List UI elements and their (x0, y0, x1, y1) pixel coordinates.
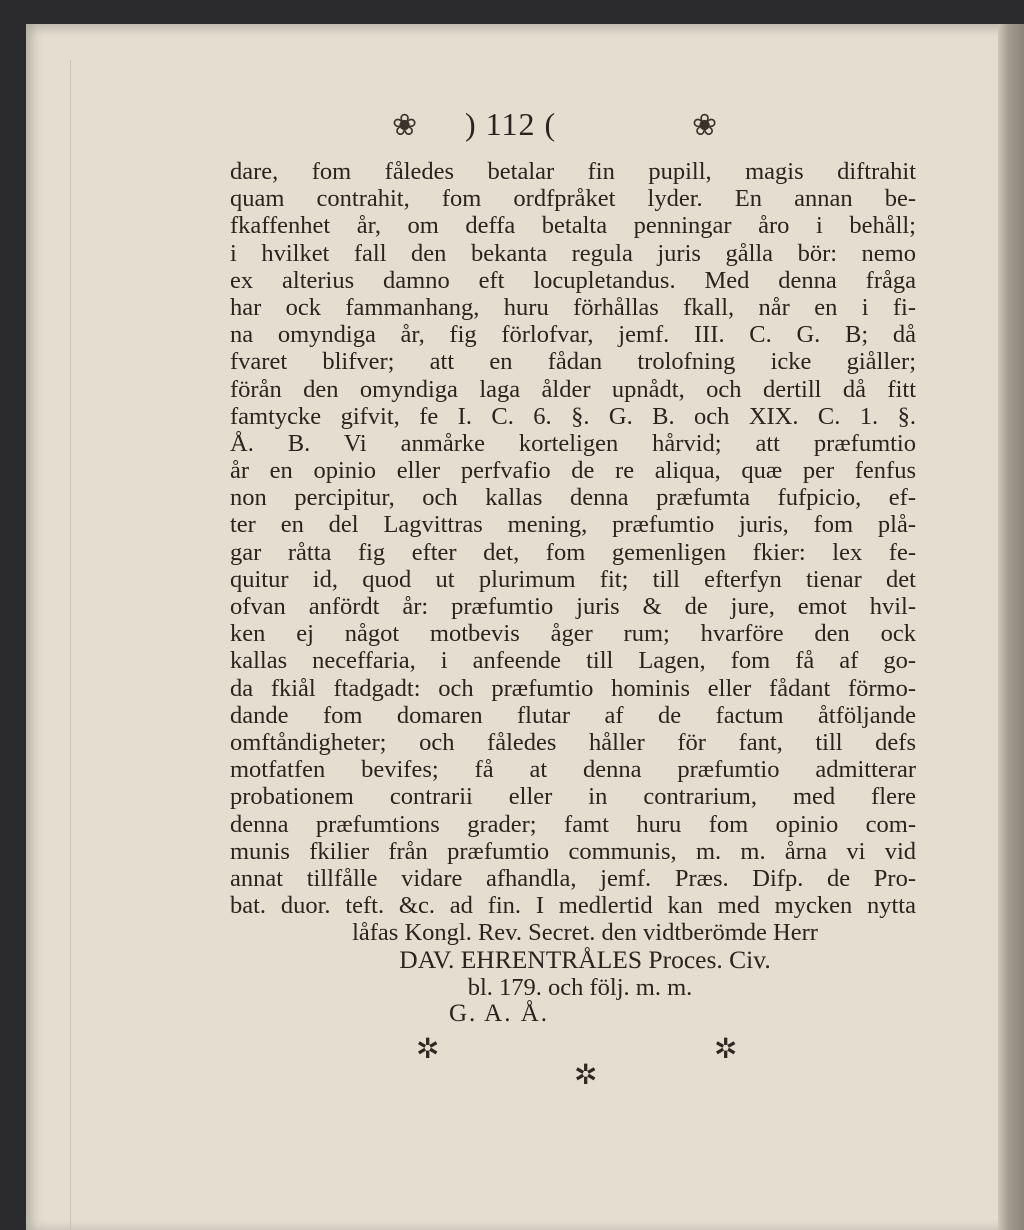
body-text (230, 158, 916, 1001)
page-edge (998, 24, 1024, 1230)
text-line: munis fkilier från præfumtio communis, m. m. årna vi vid (230, 837, 916, 865)
signature: G. A. Å. (448, 1000, 550, 1027)
text-line: låfas Kongl. Rev. Secret. den vidtberömde Herr (352, 919, 818, 947)
text-line: Å. B. Vi anmårke korteligen hårvid; att præfumtio (230, 429, 916, 457)
text-line: kallas neceffaria, i anfeende till Lagen, fom få af go- (230, 647, 916, 675)
page-fold-line (70, 60, 71, 1230)
text-line: probationem contrarii eller in contrarium, med flere (230, 783, 916, 811)
text-line: har ock fammanhang, huru förhållas fkall, når en i fi- (230, 293, 916, 321)
text-line: denna præfumtions grader; famt huru fom opinio com- (230, 810, 916, 838)
text-line: dare, fom fåledes betalar fin pupill, magis diftrahit (230, 158, 916, 185)
text-line: motfatfen bevifes; få at denna præfumtio admitterar (230, 756, 916, 784)
text-line: ofvan anfördt år: præfumtio juris & de jure, emot hvil- (230, 593, 916, 620)
text-line: non percipitur, och kallas denna præfumta fufpicio, ef- (230, 484, 916, 512)
star-ornament-icon: ✲ (574, 1058, 598, 1091)
text-line: fkaffenhet år, om deffa betalta penningar åro i behåll; (230, 212, 916, 240)
text-line: quitur id, quod ut plurimum fit; till efterfyn tienar det (230, 565, 916, 593)
text-line: ken ej något motbevis åger rum; hvarföre den ock (230, 620, 916, 648)
text-line: da fkiål ftadgadt: och præfumtio hominis eller fådant förmo- (230, 674, 916, 702)
text-line: ter en del Lagvittras mening, præfumtio juris, fom plå- (230, 511, 916, 539)
text-line: ex alterius damno eft locupletandus. Med denna fråga (230, 266, 916, 294)
text-line: år en opinio eller perfvafio de re aliqua, quæ per fenfus (230, 457, 916, 485)
text-line: gar råtta fig efter det, fom gemenligen fkier: lex fe- (230, 538, 916, 566)
text-line: fvaret blifver; att en fådan trolofning icke giåller; (230, 348, 916, 376)
header-ornament-right-icon: ❀ (692, 108, 718, 143)
header-ornament-left-icon: ❀ (392, 108, 418, 143)
text-line: annat tillfålle vidare afhandla, jemf. Præs. Difp. de Pro- (230, 864, 916, 892)
page-number: ) 112 ( (465, 106, 557, 142)
text-line: famtycke gifvit, fe I. C. 6. §. G. B. och XIX. C. 1. §. (230, 402, 916, 430)
star-ornament-icon: ✲ (416, 1032, 440, 1065)
text-line: DAV. EHRENTRÅLES Proces. Civ. (399, 945, 771, 975)
text-line: na omyndiga år, fig förlofvar, jemf. III. C. G. B; då (230, 321, 916, 349)
text-line: i hvilket fall den bekanta regula juris gålla bör: nemo (230, 239, 916, 267)
text-line: omftåndigheter; och fåledes håller för fant, till defs (230, 728, 916, 756)
text-line: dande fom domaren flutar af de factum åtföljande (230, 701, 916, 729)
text-line: quam contrahit, fom ordfpråket lyder. En annan be- (230, 185, 916, 213)
text-line: bat. duor. teft. &c. ad fin. I medlertid kan med mycken nytta (230, 892, 916, 920)
text-line: förån den omyndiga laga ålder upnådt, och dertill då fitt (230, 375, 916, 403)
star-ornament-icon: ✲ (714, 1032, 738, 1065)
text-line: bl. 179. och följ. m. m. (467, 973, 693, 1001)
